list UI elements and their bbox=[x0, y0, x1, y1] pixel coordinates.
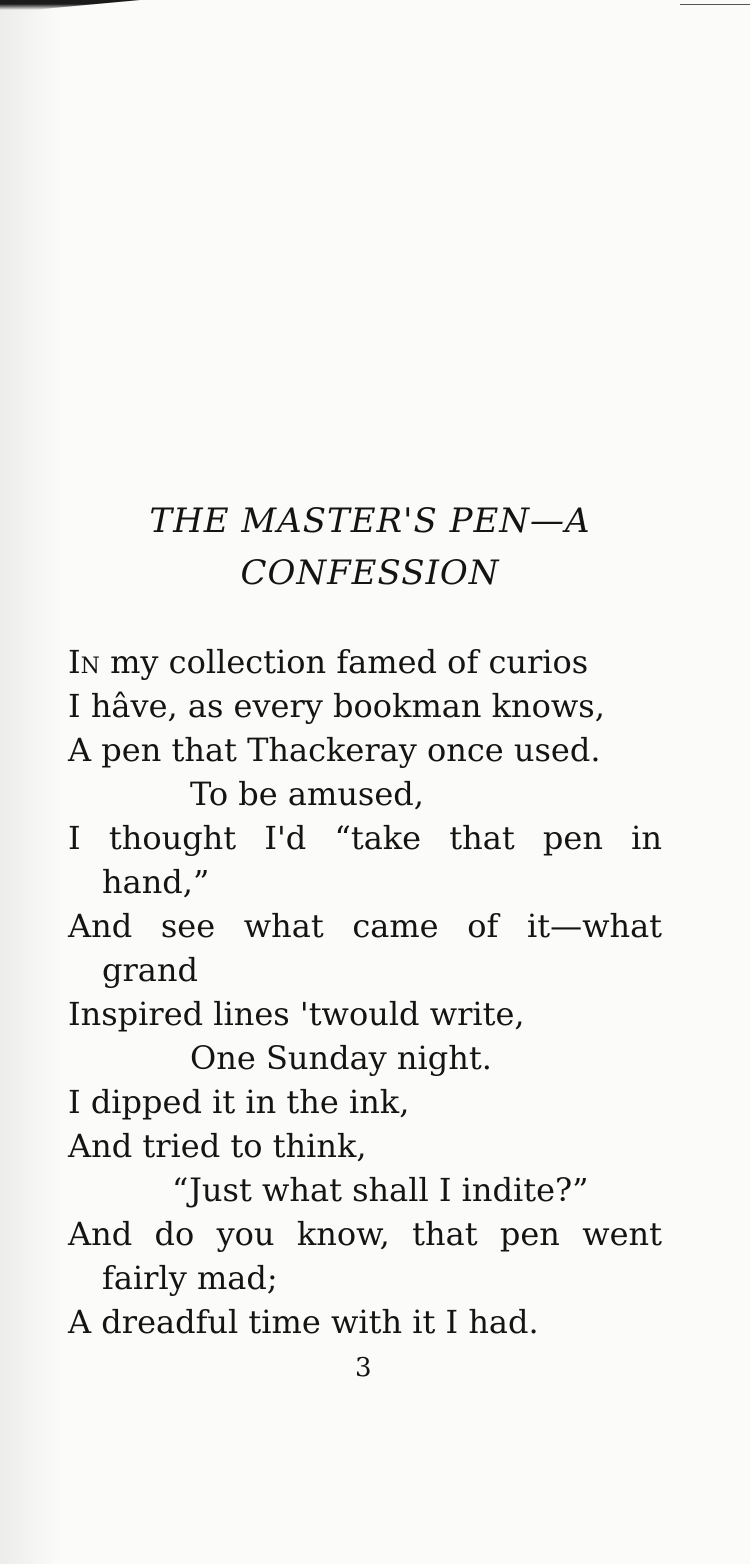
poem-line-2: I hâve, as every bookman knows, bbox=[68, 687, 605, 725]
poem-title-line-2: CONFESSION bbox=[240, 553, 500, 593]
poem-line-1-rest: my collection famed of curios bbox=[99, 643, 589, 681]
poem-line-13: “Just what shall I indite?” bbox=[172, 1171, 589, 1209]
poem-line-11: I dipped it in the ink, bbox=[68, 1083, 410, 1121]
poem-line-10: One Sunday night. bbox=[190, 1039, 492, 1077]
poem-line-14: And do you know, that pen went bbox=[68, 1215, 662, 1253]
poem-line-9: Inspired lines 'twould write, bbox=[68, 995, 525, 1033]
poem-line-6: hand,” bbox=[102, 863, 210, 901]
poem-line-7: And see what came of it—what bbox=[68, 907, 662, 945]
scan-top-rule bbox=[680, 4, 750, 5]
page-gutter-shadow bbox=[0, 0, 60, 1564]
poem-line-1 bbox=[68, 640, 588, 684]
poem-line-8: grand bbox=[102, 951, 198, 989]
poem-line-12: And tried to think, bbox=[68, 1127, 367, 1165]
poem-line-4: To be amused, bbox=[190, 775, 424, 813]
poem-line-16: A dreadful time with it I had. bbox=[68, 1303, 539, 1341]
poem-line-5: I thought I'd “take that pen in bbox=[68, 819, 662, 857]
poem-line-15: fairly mad; bbox=[102, 1259, 278, 1297]
page-number: 3 bbox=[355, 1353, 372, 1383]
poem-title-line-1: THE MASTER'S PEN—A bbox=[149, 501, 591, 541]
poem-initial-word: In bbox=[68, 643, 100, 681]
poem-line-3: A pen that Thackeray once used. bbox=[68, 731, 601, 769]
